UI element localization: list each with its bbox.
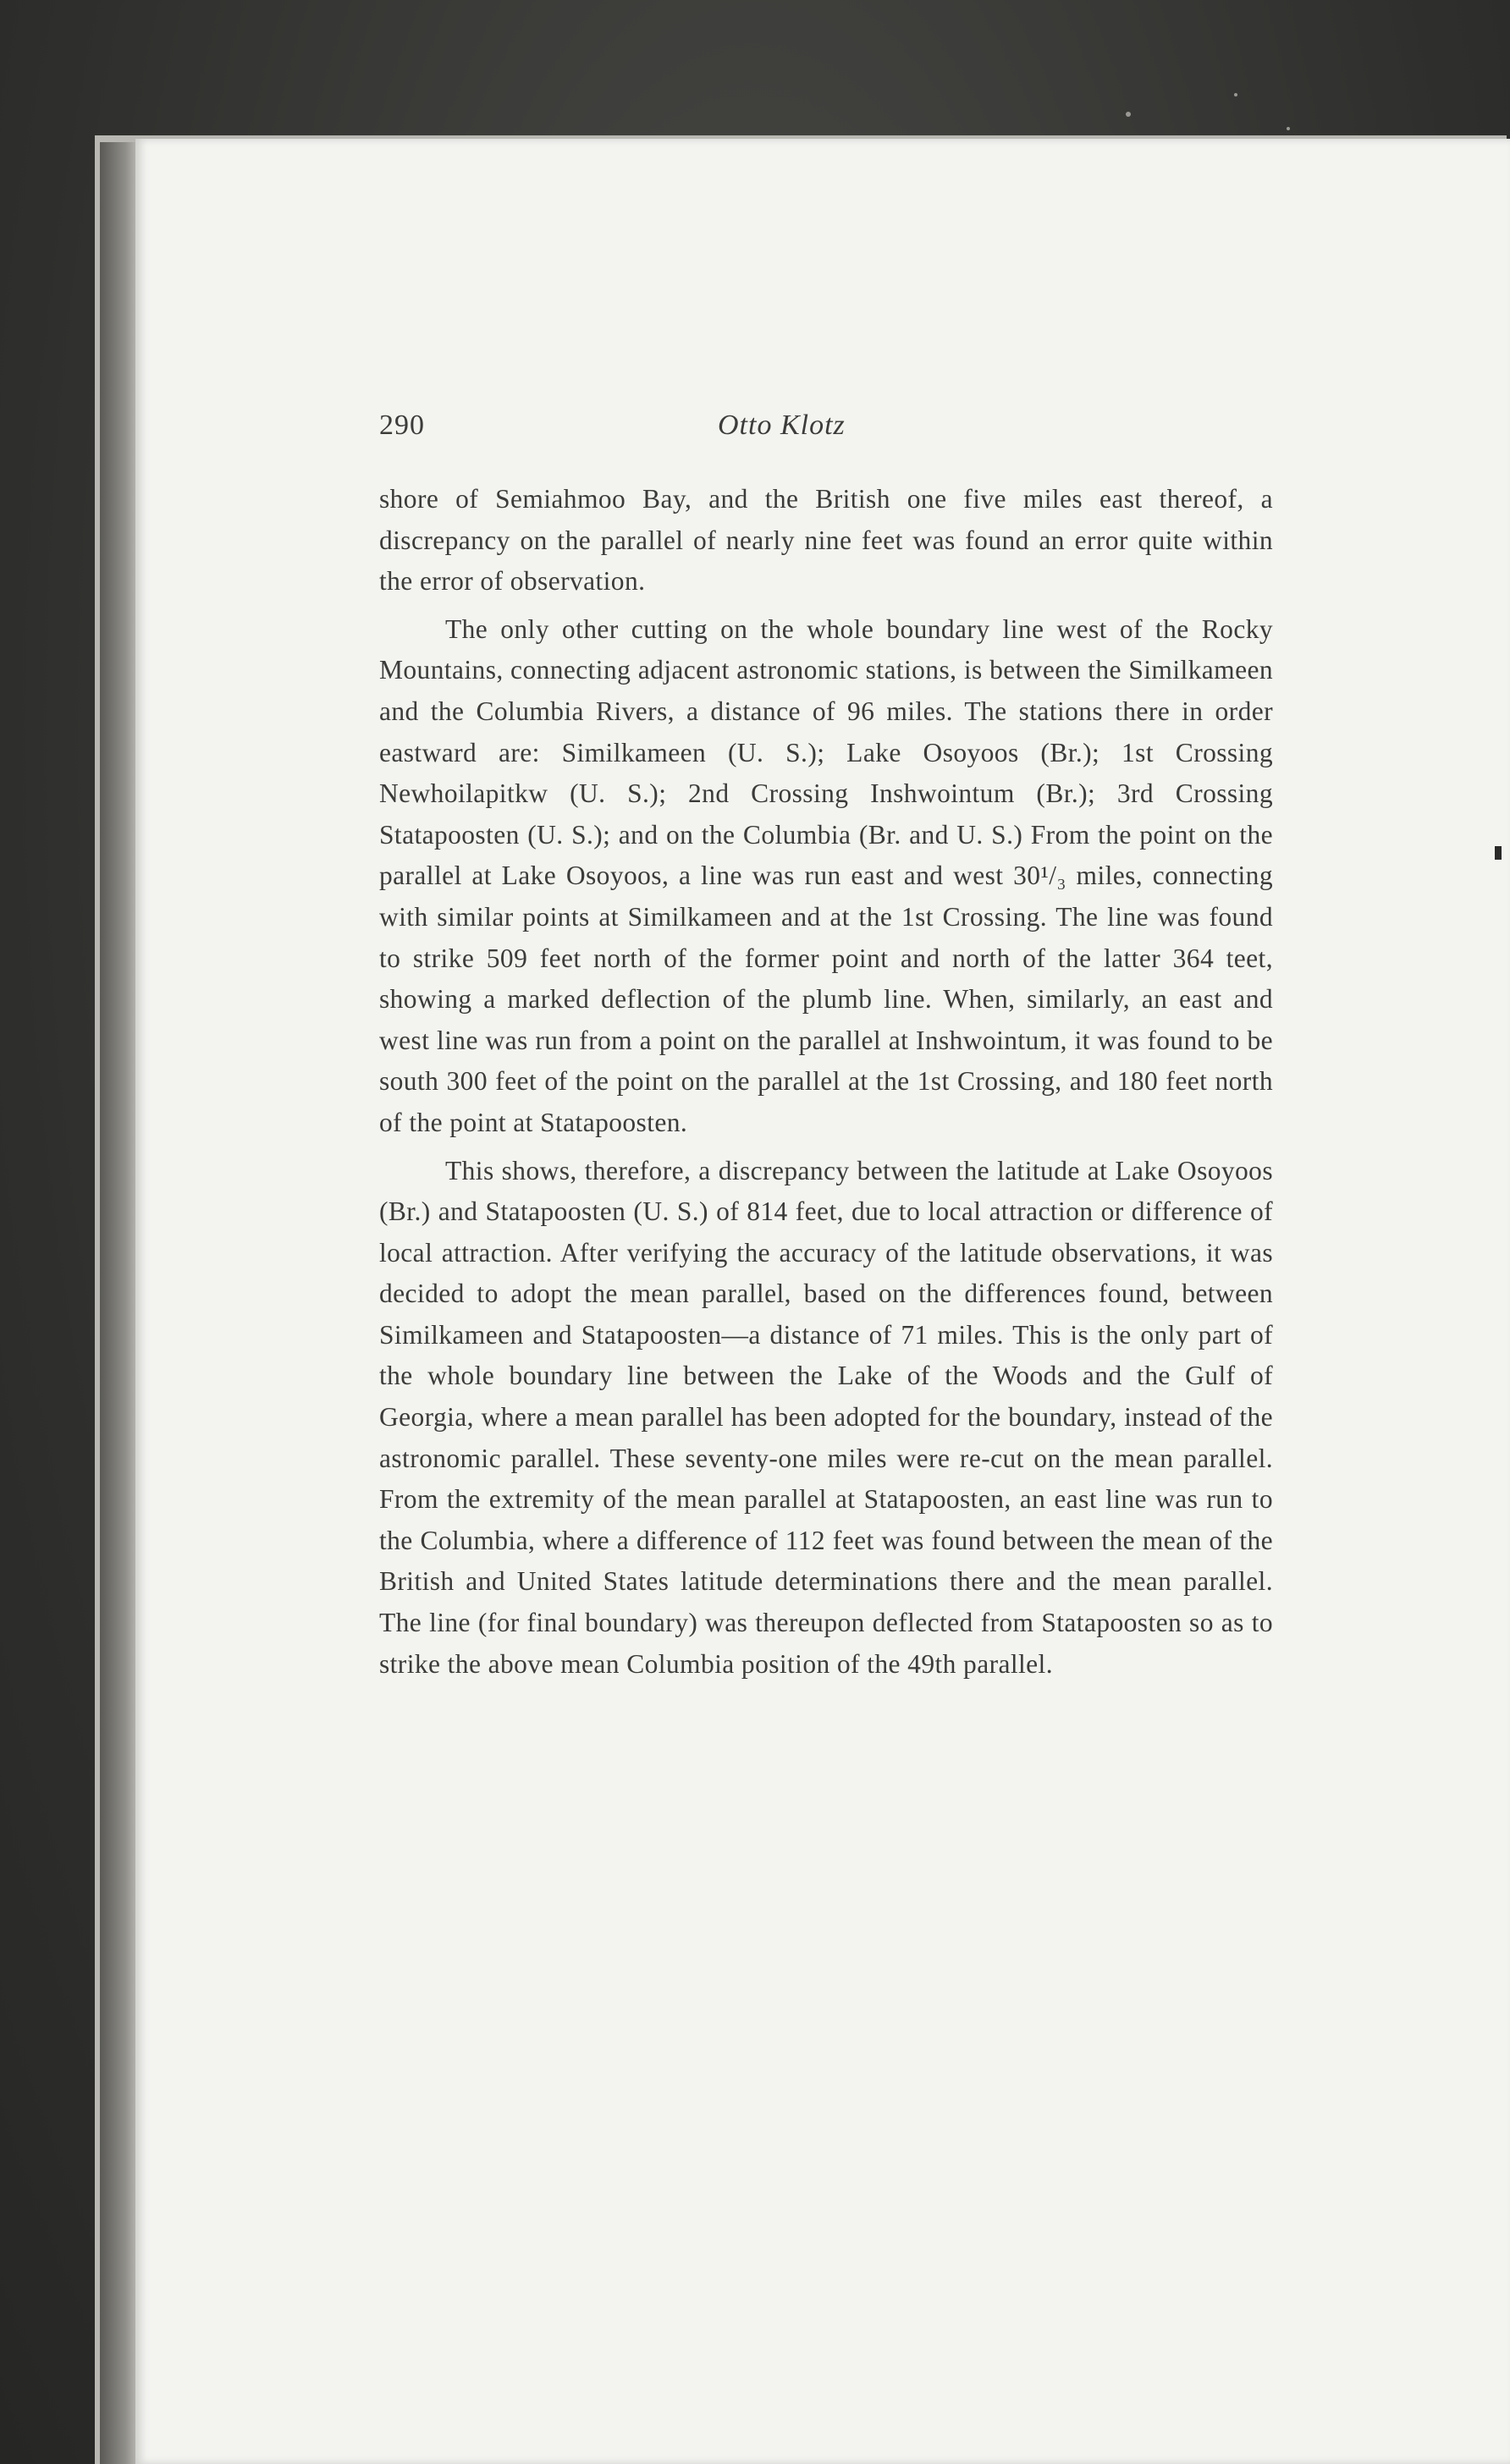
- paragraph: This shows, therefore, a discrepancy between the latitude at Lake Osoyoos (Br.) and Statapoosten (U. S.) of 814 feet, due to local attraction or difference of local attraction. After verifying the accuracy of the latitude observations, it was decided to adopt the mean parallel, based on the differences found, between Similkameen and Statapoosten—a distance of 71 miles. This is the only part of the whole boundary line between the Lake of the Woods and the Gulf of Georgia, where a mean parallel has been adopted for the boundary, instead of the astronomic parallel. These seventy-one miles were re-cut on the mean parallel. From the extremity of the mean parallel at Statapoosten, an east line was run to the Columbia, where a difference of 112 feet was found between the mean of the British and United States latitude determinations there and the mean parallel. The line (for final boundary) was thereupon deflected from Statapoosten so as to strike the above mean Columbia position of the 49th parallel.: [379, 1155, 1273, 1679]
- running-head-title: Otto Klotz: [718, 410, 846, 441]
- page-number: 290: [379, 410, 425, 441]
- edge-mark: [1495, 846, 1502, 860]
- dust-speck: [1234, 93, 1237, 96]
- dust-speck: [1126, 112, 1131, 117]
- dust-speck: [1287, 127, 1290, 130]
- paragraph: The only other cutting on the whole boundary line west of the Rocky Mountains, connecting adjacent astronomic stations, is between the Similkameen and the Columbia Rivers, a distance of 96 miles. The stations there in order eastward are: Similkameen (U. S.); Lake Osoyoos (Br.); 1st Crossing Newhoilapitkw (U. S.); 2nd Crossing Inshwointum (Br.); 3rd Crossing Statapoosten (U. S.); and on the Columbia (Br. and U. S.) From the point on the parallel at Lake Osoyoos, a line was run east and west 30¹/₃ miles, connecting with similar points at Similkameen and at the 1st Crossing. The line was found to strike 509 feet north of the former point and north of the latter 364 teet, showing a marked deflection of the plumb line. When, similarly, an east and west line was run from a point on the parallel at Inshwointum, it was found to be south 300 feet of the point on the parallel at the 1st Crossing, and 180 feet north of the point at Statapoosten.: [379, 613, 1273, 1137]
- body-text: [379, 479, 1273, 1685]
- running-head: [379, 410, 1276, 460]
- paragraph-continued: shore of Semiahmoo Bay, and the British one five miles east thereof, a discrepancy on the parallel of nearly nine feet was found an error quite within the error of observation.: [379, 484, 1273, 597]
